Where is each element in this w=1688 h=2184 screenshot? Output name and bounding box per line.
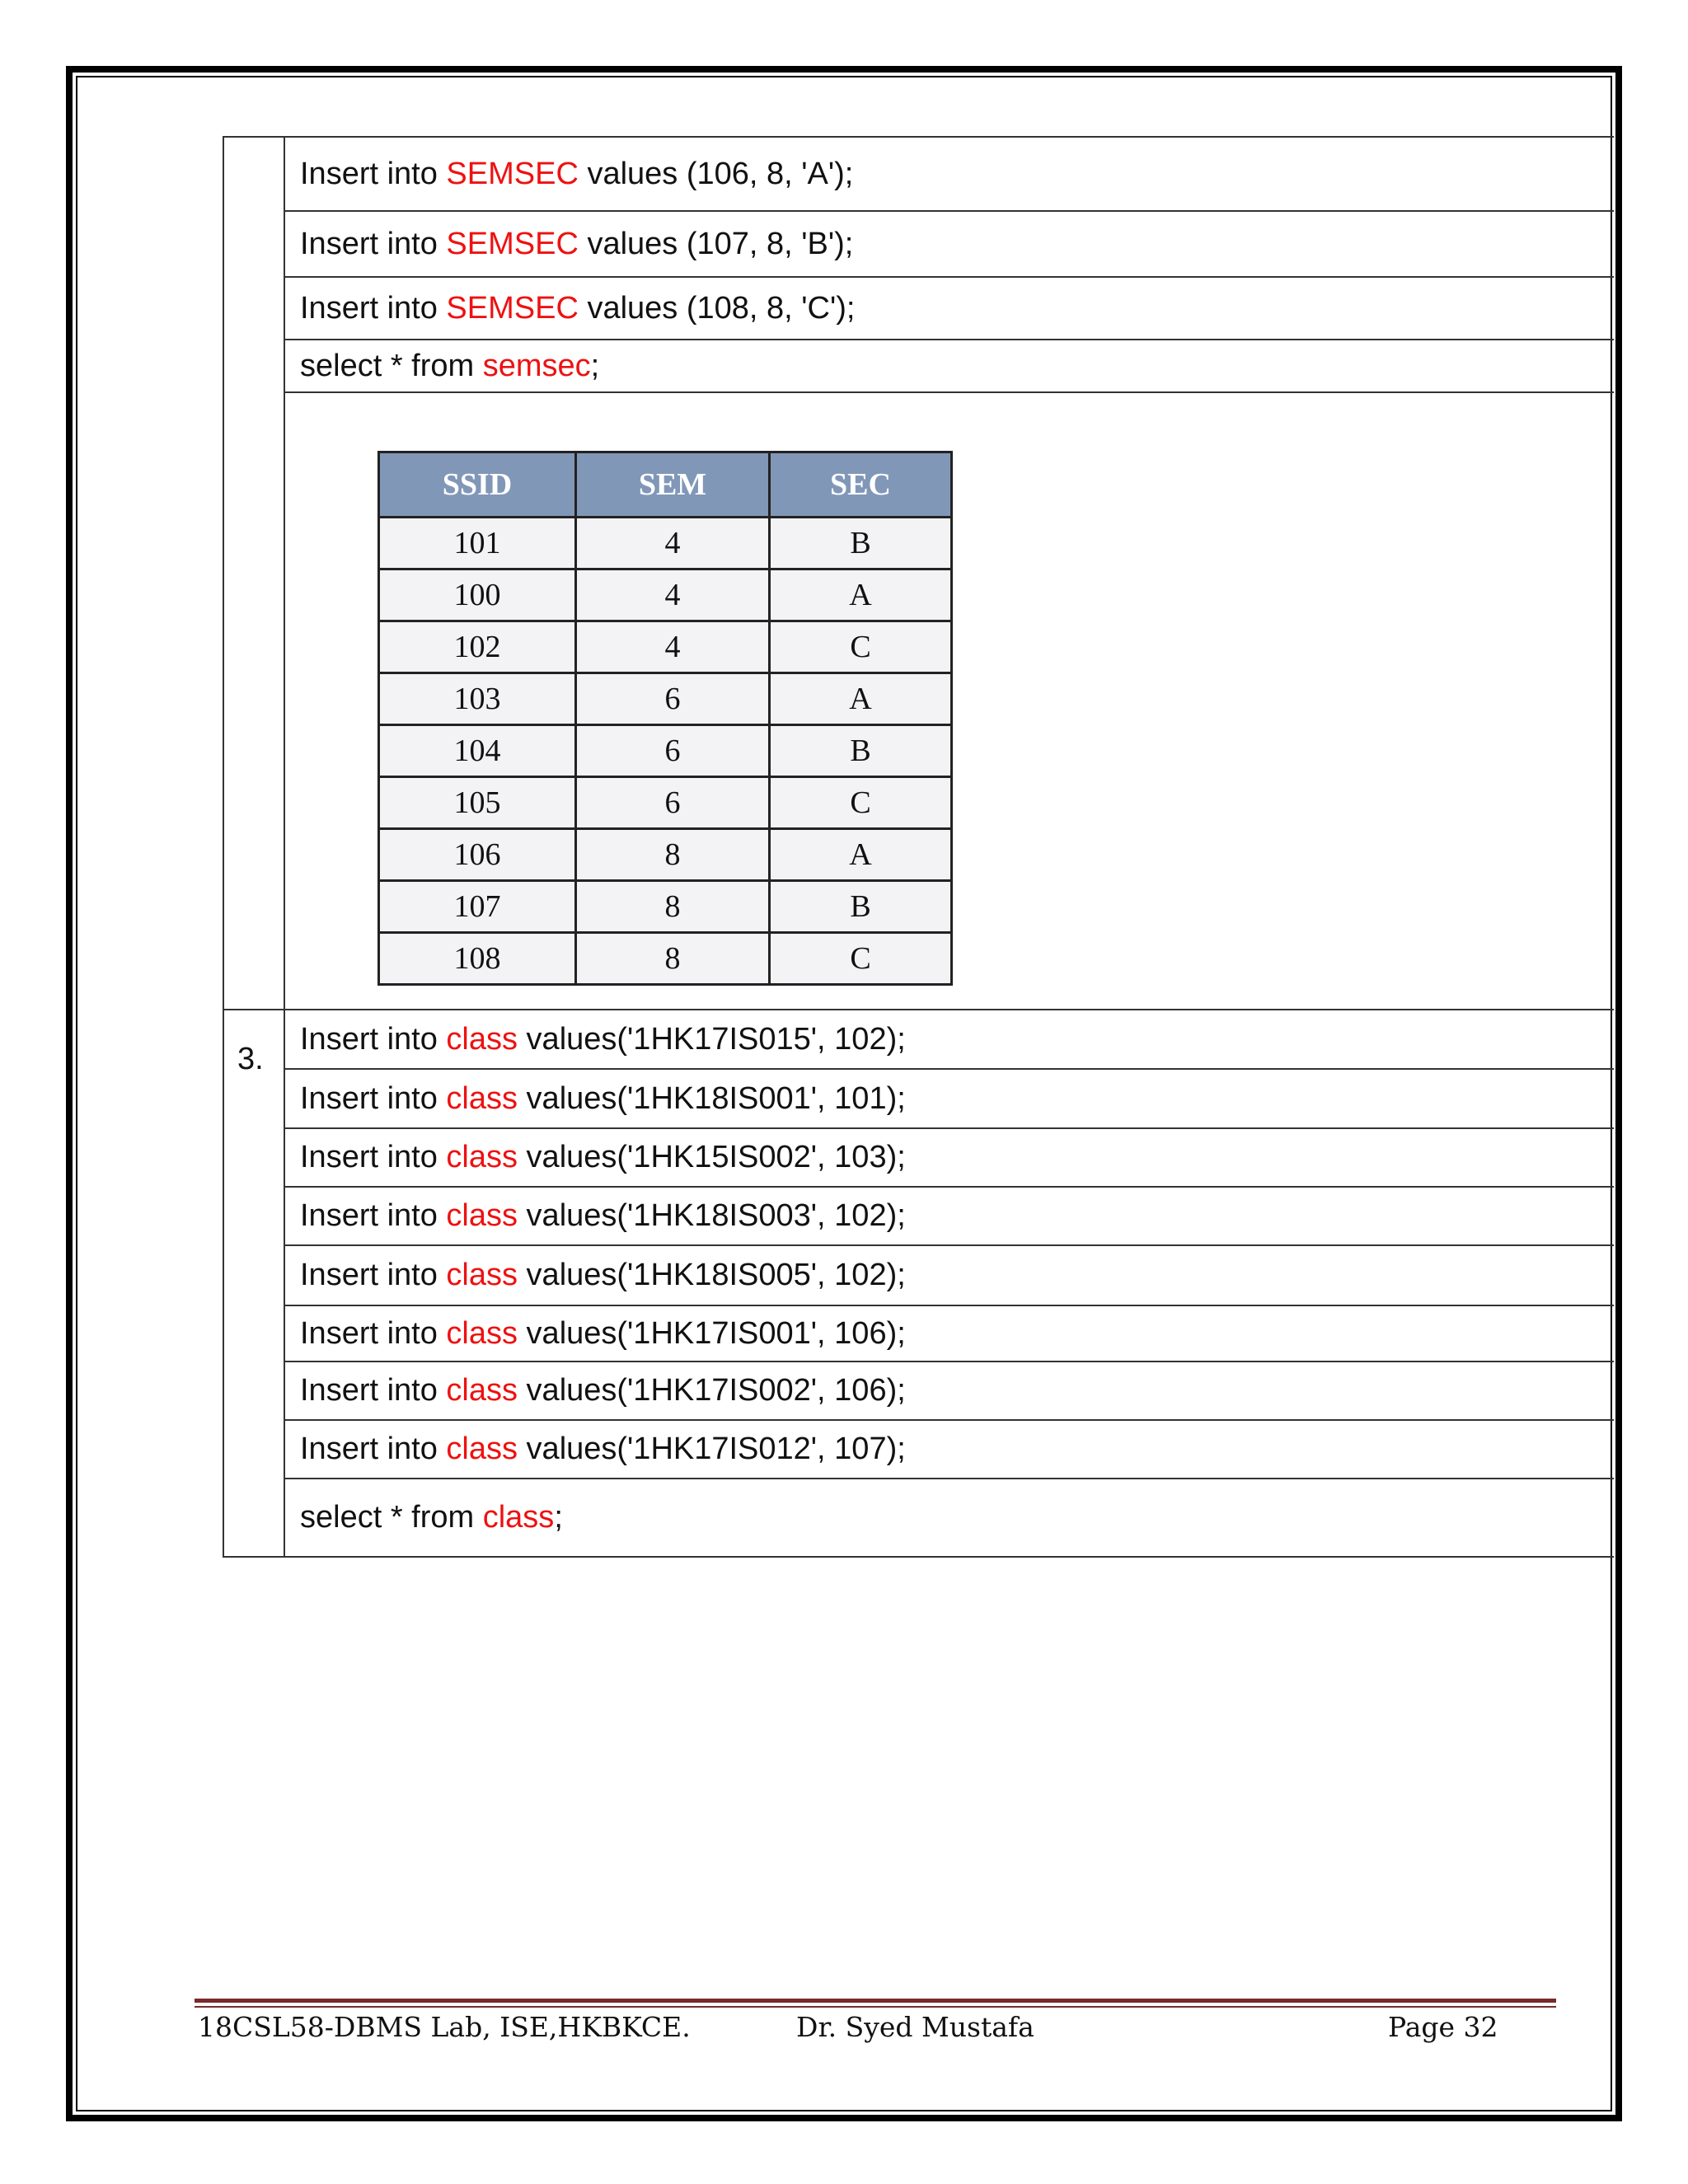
sql-statement: Insert into class values('1HK17IS015', 102); bbox=[284, 1010, 1614, 1069]
result-cell: 4 bbox=[576, 518, 770, 569]
table-row bbox=[223, 1069, 1614, 1128]
table-keyword: class bbox=[446, 1432, 518, 1466]
table-row bbox=[223, 277, 1614, 340]
result-cell: 104 bbox=[379, 725, 576, 777]
section-number-cell bbox=[223, 1010, 284, 1557]
result-cell: 8 bbox=[576, 881, 770, 933]
section-number: 3. bbox=[237, 1042, 264, 1076]
result-cell: C bbox=[770, 933, 952, 985]
table-keyword: class bbox=[482, 1500, 555, 1535]
section-number-cell bbox=[223, 137, 284, 1010]
section-number bbox=[237, 138, 284, 169]
table-keyword: class bbox=[446, 1140, 518, 1174]
table-row bbox=[223, 340, 1614, 392]
table-row bbox=[223, 1245, 1614, 1305]
sql-statement: Insert into class values('1HK15IS002', 103); bbox=[284, 1128, 1614, 1187]
sql-statement: Insert into class values('1HK18IS005', 102); bbox=[284, 1245, 1614, 1305]
result-cell: 105 bbox=[379, 777, 576, 829]
query-result-cell bbox=[284, 392, 1614, 1010]
table-keyword: class bbox=[446, 1258, 518, 1292]
sql-listing-table bbox=[223, 136, 1614, 1558]
sql-statement: Insert into SEMSEC values (106, 8, 'A'); bbox=[284, 137, 1614, 211]
result-cell: 108 bbox=[379, 933, 576, 985]
footer-rule-thin bbox=[195, 2006, 1556, 2008]
table-keyword: semsec bbox=[482, 348, 591, 383]
footer-page-number: Page 32 bbox=[1388, 2011, 1498, 2043]
result-cell: 103 bbox=[379, 673, 576, 725]
result-cell: A bbox=[770, 569, 952, 621]
footer-rule bbox=[195, 1999, 1556, 2003]
result-cell: 6 bbox=[576, 673, 770, 725]
result-row bbox=[379, 829, 952, 881]
result-cell: A bbox=[770, 829, 952, 881]
footer-course: 18CSL58-DBMS Lab, ISE,HKBKCE. bbox=[198, 2011, 691, 2043]
result-cell: B bbox=[770, 518, 952, 569]
result-row bbox=[379, 518, 952, 569]
sql-statement: Insert into class values('1HK17IS012', 107); bbox=[284, 1420, 1614, 1479]
sql-statement: select * from class; bbox=[284, 1479, 1614, 1557]
sql-statement: Insert into class values('1HK18IS001', 101); bbox=[284, 1069, 1614, 1128]
result-row bbox=[379, 725, 952, 777]
table-row bbox=[223, 392, 1614, 1010]
table-row bbox=[223, 1305, 1614, 1361]
result-row bbox=[379, 777, 952, 829]
result-cell: 107 bbox=[379, 881, 576, 933]
table-row bbox=[223, 137, 1614, 211]
result-cell: 8 bbox=[576, 933, 770, 985]
result-cell: 102 bbox=[379, 621, 576, 673]
result-row bbox=[379, 673, 952, 725]
result-header: SEM bbox=[576, 452, 770, 518]
sql-statement: select * from semsec; bbox=[284, 340, 1614, 392]
table-row bbox=[223, 1420, 1614, 1479]
table-row bbox=[223, 211, 1614, 277]
result-cell: B bbox=[770, 725, 952, 777]
result-cell: C bbox=[770, 621, 952, 673]
table-keyword: SEMSEC bbox=[446, 226, 579, 261]
table-keyword: class bbox=[446, 1315, 518, 1351]
result-cell: 101 bbox=[379, 518, 576, 569]
table-keyword: SEMSEC bbox=[446, 290, 579, 326]
result-cell: 8 bbox=[576, 829, 770, 881]
semsec-result-table bbox=[377, 451, 953, 986]
result-cell: C bbox=[770, 777, 952, 829]
page-footer bbox=[198, 2011, 1498, 2052]
sql-statement: Insert into class values('1HK17IS001', 106); bbox=[284, 1305, 1614, 1361]
table-row bbox=[223, 1128, 1614, 1187]
sql-statement: Insert into class values('1HK18IS003', 102); bbox=[284, 1187, 1614, 1245]
result-cell: 6 bbox=[576, 777, 770, 829]
table-keyword: class bbox=[446, 1021, 518, 1057]
table-row bbox=[223, 1479, 1614, 1557]
result-cell: 4 bbox=[576, 621, 770, 673]
sql-statement: Insert into SEMSEC values (107, 8, 'B'); bbox=[284, 211, 1614, 277]
result-cell: 100 bbox=[379, 569, 576, 621]
sql-statement: Insert into class values('1HK17IS002', 106); bbox=[284, 1361, 1614, 1420]
result-row bbox=[379, 621, 952, 673]
result-row bbox=[379, 881, 952, 933]
result-row bbox=[379, 933, 952, 985]
table-row bbox=[223, 1010, 1614, 1069]
result-header: SEC bbox=[770, 452, 952, 518]
table-keyword: SEMSEC bbox=[446, 156, 579, 191]
result-cell: B bbox=[770, 881, 952, 933]
footer-author: Dr. Syed Mustafa bbox=[796, 2011, 1034, 2043]
table-keyword: class bbox=[446, 1373, 518, 1408]
result-header: SSID bbox=[379, 452, 576, 518]
result-row bbox=[379, 569, 952, 621]
result-header-row bbox=[379, 452, 952, 518]
result-cell: 106 bbox=[379, 829, 576, 881]
table-row bbox=[223, 1361, 1614, 1420]
result-cell: A bbox=[770, 673, 952, 725]
table-keyword: class bbox=[446, 1198, 518, 1233]
result-cell: 4 bbox=[576, 569, 770, 621]
result-cell: 6 bbox=[576, 725, 770, 777]
table-row bbox=[223, 1187, 1614, 1245]
sql-statement: Insert into SEMSEC values (108, 8, 'C'); bbox=[284, 277, 1614, 340]
table-keyword: class bbox=[446, 1080, 518, 1116]
